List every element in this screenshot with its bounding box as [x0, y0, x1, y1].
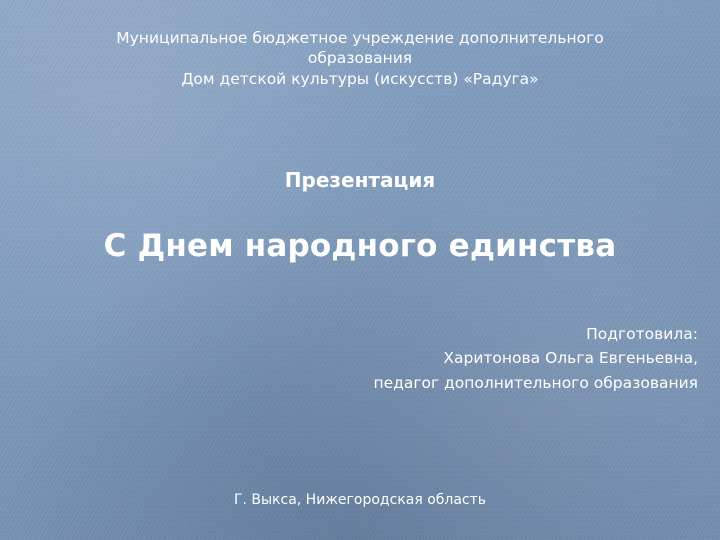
- organization-line-2: образования: [307, 49, 413, 68]
- organization-block: [0, 28, 720, 89]
- organization-line-1: Муниципальное бюджетное учреждение дополнительного: [116, 29, 604, 47]
- author-line-name: Харитонова Ольга Евгеньевна,: [443, 349, 698, 368]
- author-block: [138, 322, 698, 395]
- slide-title: С Днем народного единства: [103, 228, 617, 264]
- slide-footer-location: Г. Выкса, Нижегородская область: [233, 492, 487, 508]
- author-line-role: педагог дополнительного образования: [373, 373, 698, 392]
- author-line-prepared-by: Подготовила:: [586, 325, 698, 343]
- presentation-label: Презентация: [284, 168, 436, 192]
- organization-line-3: Дом детской культуры (искусств) «Радуга»: [181, 69, 539, 88]
